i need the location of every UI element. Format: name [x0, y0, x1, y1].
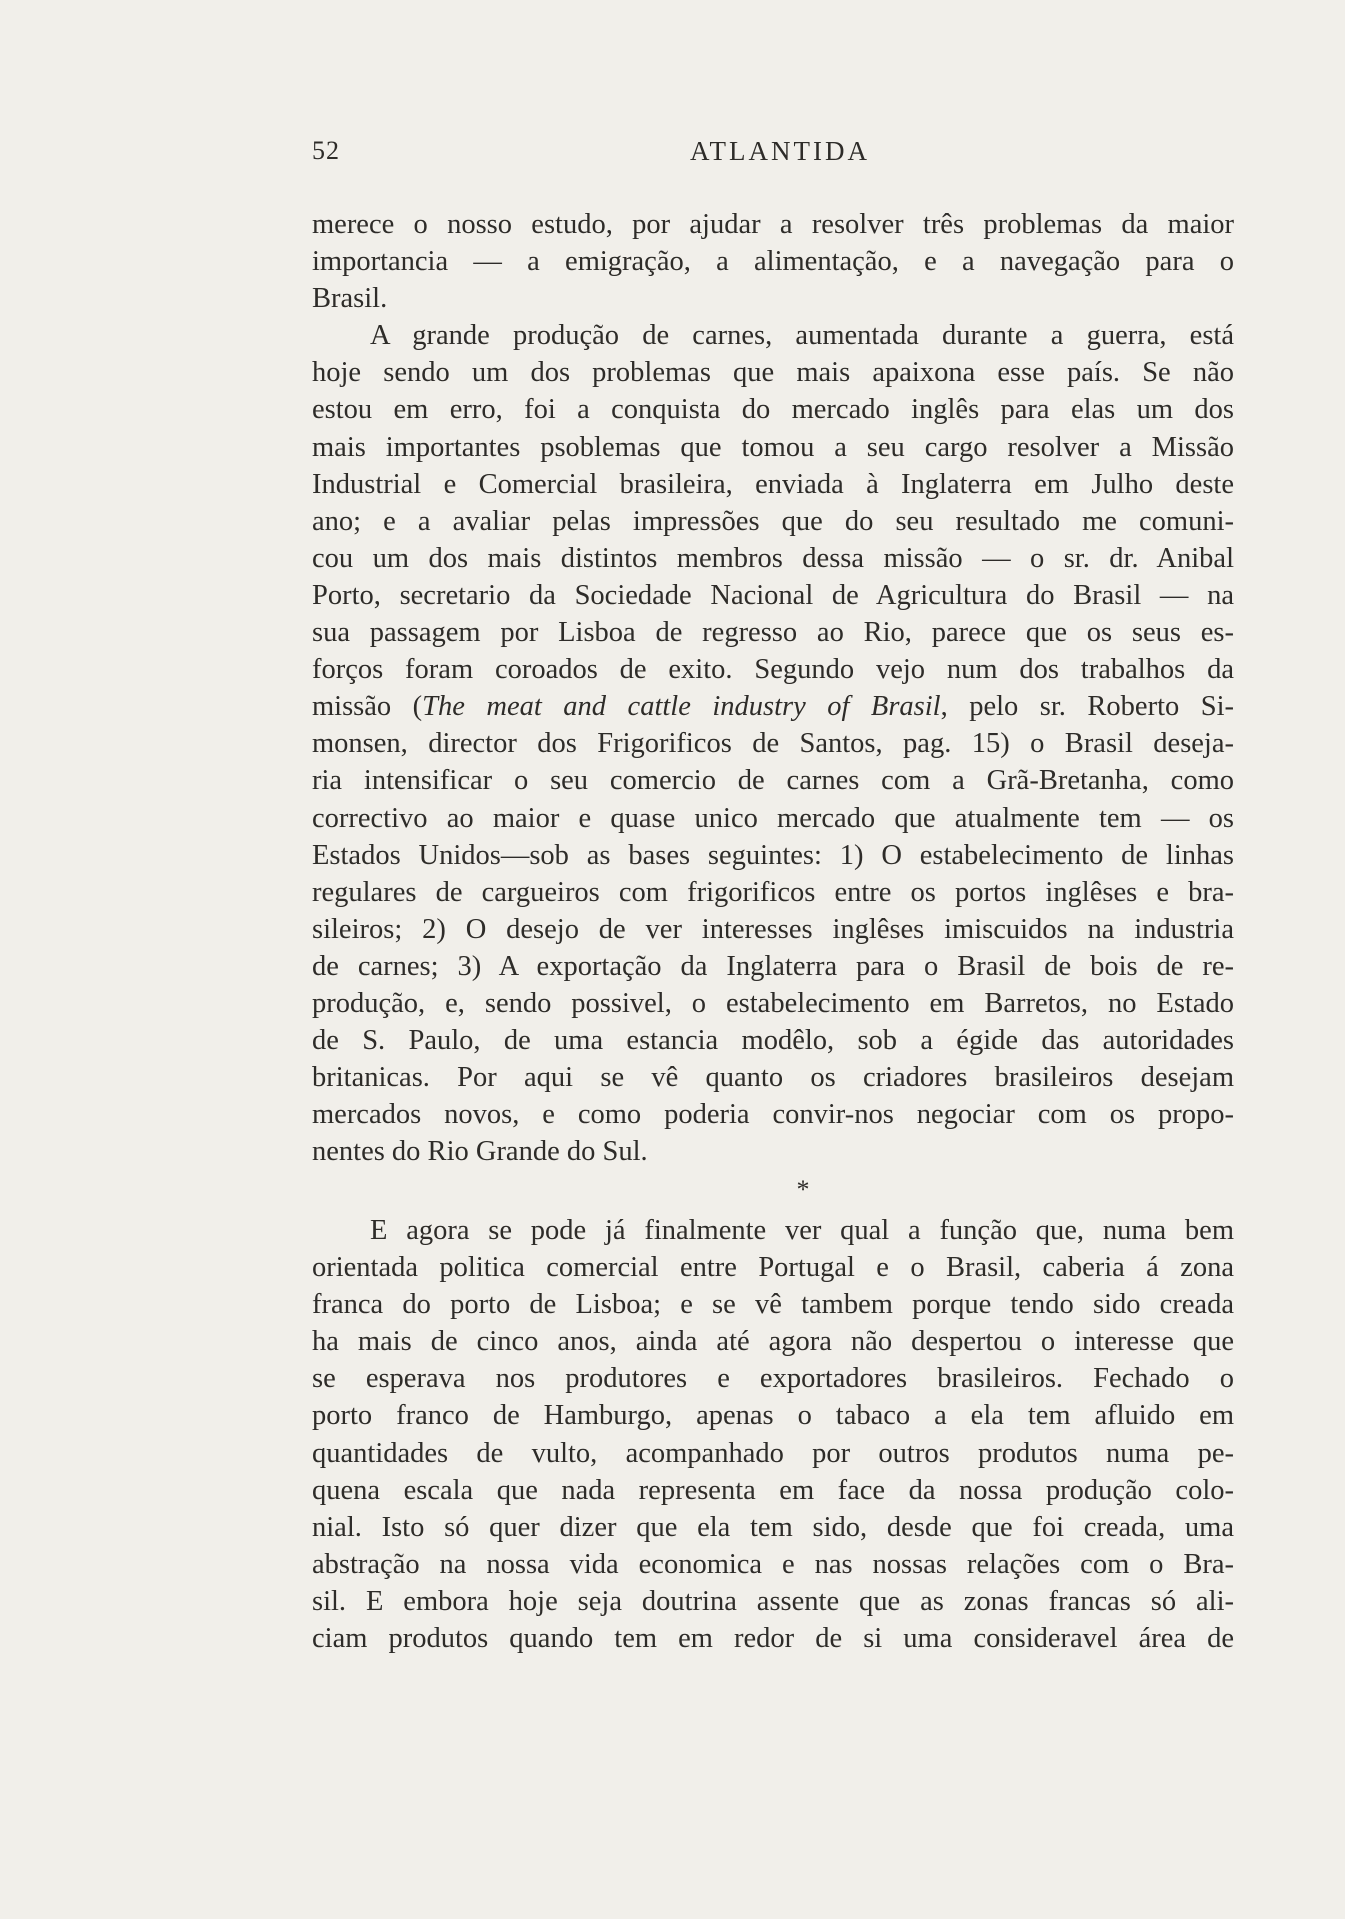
text-line: ano; e a avaliar pelas impressões que do seu resultado me comuni-	[312, 505, 1234, 537]
text-line: ria intensificar o seu comercio de carnes com a Grã-Bretanha, como	[312, 765, 1234, 797]
body-text	[312, 206, 1234, 1210]
text-line: Brasil.	[312, 283, 388, 315]
text-line: hoje sendo um dos problemas que mais apaixona esse país. Se não	[312, 357, 1234, 389]
text-line: produção, e, sendo possivel, o estabelecimento em Barretos, no Estado	[312, 987, 1234, 1019]
text-line: orientada politica comercial entre Portugal e o Brasil, caberia á zona	[312, 1252, 1234, 1284]
text-line: ha mais de cinco anos, ainda até agora não despertou o interesse que	[312, 1326, 1234, 1358]
text-line: sileiros; 2) O desejo de ver interesses inglêses imiscuidos na industria	[312, 913, 1234, 945]
text-line: de carnes; 3) A exportação da Inglaterra para o Brasil de bois de re-	[312, 950, 1234, 982]
section-separator: *	[796, 1175, 810, 1205]
text-line: forços foram coroados de exito. Segundo vejo num dos trabalhos da	[312, 654, 1234, 686]
cited-title: The meat and cattle industry of Brasil	[422, 691, 941, 723]
paragraph-1	[312, 206, 1234, 1170]
text-line: britanicas. Por aqui se vê quanto os criadores brasileiros desejam	[312, 1062, 1234, 1094]
text-line: porto franco de Hamburgo, apenas o tabaco a ela tem afluido em	[312, 1400, 1234, 1432]
text-line: monsen, director dos Frigorificos de Santos, pag. 15) o Brasil deseja-	[312, 728, 1234, 760]
text-line: regulares de cargueiros com frigorificos entre os portos inglêses e bra-	[312, 876, 1234, 908]
text-line: sua passagem por Lisboa de regresso ao Rio, parece que os seus es-	[312, 617, 1234, 649]
text-line: correctivo ao maior e quase unico mercado que atualmente tem — os	[312, 802, 1234, 834]
text-line: Industrial e Comercial brasileira, enviada à Inglaterra em Julho deste	[312, 468, 1234, 500]
text-line: estou em erro, foi a conquista do mercado inglês para elas um dos	[312, 394, 1234, 426]
text-line: de S. Paulo, de uma estancia modêlo, sob a égide das autoridades	[312, 1025, 1234, 1057]
text-line: franca do porto de Lisboa; e se vê tambem porque tendo sido creada	[312, 1289, 1234, 1321]
text-line: ciam produtos quando tem em redor de si uma consideravel área de	[312, 1623, 1234, 1655]
page-header	[312, 136, 1234, 176]
text-line: quantidades de vulto, acompanhado por outros produtos numa pe-	[312, 1437, 1234, 1469]
text-line: abstração na nossa vida economica e nas nossas relações com o Bra-	[312, 1548, 1234, 1580]
text-line: quena escala que nada representa em face da nossa produção colo-	[312, 1474, 1234, 1506]
text-line: importancia — a emigração, a alimentação, e a navegação para o	[312, 246, 1234, 278]
paragraph-2-container	[312, 1212, 1234, 1657]
text-line: mercados novos, e como poderia convir-nos negociar com os propo-	[312, 1099, 1234, 1131]
text-line: merece o nosso estudo, por ajudar a resolver três problemas da maior	[312, 209, 1234, 240]
page-number: 52	[312, 136, 340, 165]
paragraph-2	[312, 1212, 1234, 1657]
text-line: cou um dos mais distintos membros dessa missão — o sr. dr. Anibal	[312, 542, 1234, 574]
text-line: Estados Unidos—sob as bases seguintes: 1) O estabelecimento de linhas	[312, 839, 1234, 871]
text-line: A grande produção de carnes, aumentada durante a guerra, está	[370, 320, 1234, 352]
running-title: ATLANTIDA	[690, 136, 870, 166]
text-line: E agora se pode já finalmente ver qual a função que, numa bem	[370, 1215, 1234, 1246]
text-line: sil. E embora hoje seja doutrina assente que as zonas francas só ali-	[312, 1585, 1234, 1617]
text-line: Porto, secretario da Sociedade Nacional de Agricultura do Brasil — na	[312, 579, 1234, 611]
text-line: nentes do Rio Grande do Sul.	[312, 1136, 648, 1168]
text-line: nial. Isto só quer dizer que ela tem sido, desde que foi creada, uma	[312, 1511, 1234, 1543]
text-line: mais importantes psoblemas que tomou a seu cargo resolver a Missão	[312, 431, 1234, 463]
text-line: missão (The meat and cattle industry of Brasil, pelo sr. Roberto Si-	[312, 691, 1234, 723]
text-line: se esperava nos produtores e exportadores brasileiros. Fechado o	[312, 1363, 1234, 1395]
